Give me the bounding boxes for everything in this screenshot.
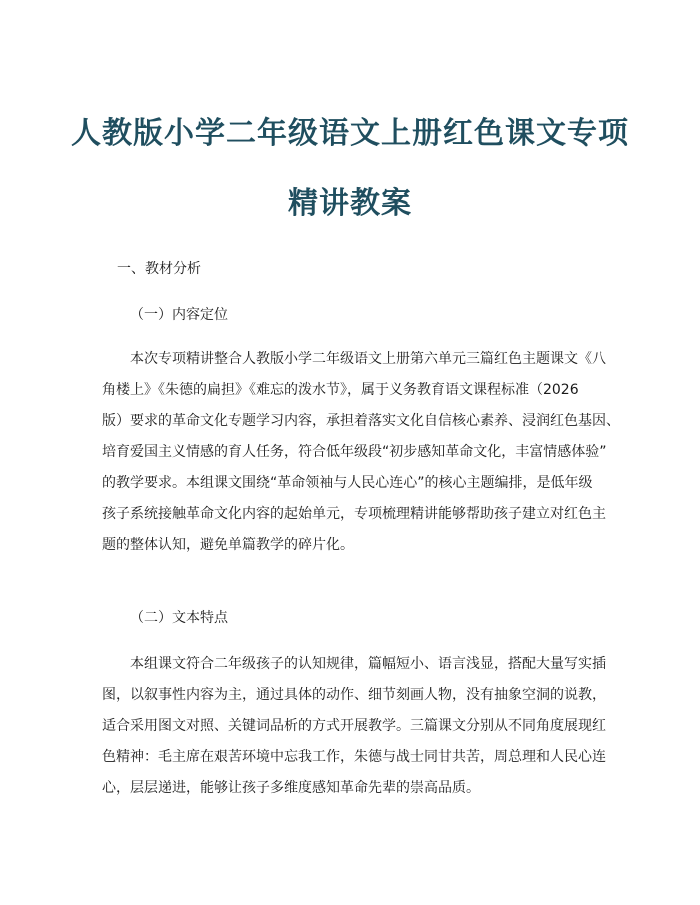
paragraph-line: 角楼上》《朱德的扁担》《难忘的泼水节》，属于义务教育语文课程标准（2026 <box>102 382 579 398</box>
paragraph-line: 图，以叙事性内容为主，通过具体的动作、细节刻画人物，没有抽象空洞的说教， <box>102 687 606 703</box>
paragraph-line: 的教学要求。本组课文围绕“革命领袖与人民心连心”的核心主题编排，是低年级 <box>102 475 593 491</box>
subsection-heading-text-features: （二）文本特点 <box>130 610 228 626</box>
document-title-line-2: 精讲教案 <box>288 186 412 221</box>
paragraph-line: 题的整体认知，避免单篇教学的碎片化。 <box>102 537 354 553</box>
section-heading-analysis: 一、教材分析 <box>117 261 201 277</box>
paragraph-line: 心，层层递进，能够让孩子多维度感知革命先辈的崇高品质。 <box>102 780 480 796</box>
paragraph-positioning <box>102 344 620 561</box>
paragraph-line: 适合采用图文对照、关键词品析的方式开展教学。三篇课文分别从不同角度展现红 <box>102 718 606 734</box>
paragraph-line: 本组课文符合二年级孩子的认知规律，篇幅短小、语言浅显，搭配大量写实插 <box>130 656 606 672</box>
paragraph-line: 本次专项精讲整合人教版小学二年级语文上册第六单元三篇红色主题课文《八 <box>130 351 606 367</box>
paragraph-line: 培育爱国主义情感的育人任务，符合低年级段“初步感知革命文化，丰富情感体验” <box>102 444 607 460</box>
paragraph-line: 色精神：毛主席在艰苦环境中忘我工作，朱德与战士同甘共苦，周总理和人民心连 <box>102 749 606 765</box>
paragraph-text-features <box>102 649 605 804</box>
document-title-line-1: 人教版小学二年级语文上册红色课文专项 <box>71 116 629 151</box>
paragraph-line: 孩子系统接触革命文化内容的起始单元，专项梳理精讲能够帮助孩子建立对红色主 <box>102 506 606 522</box>
paragraph-line: 版）要求的革命文化专题学习内容，承担着落实文化自信核心素养、浸润红色基因、 <box>102 413 620 429</box>
subsection-heading-positioning: （一）内容定位 <box>130 307 228 323</box>
